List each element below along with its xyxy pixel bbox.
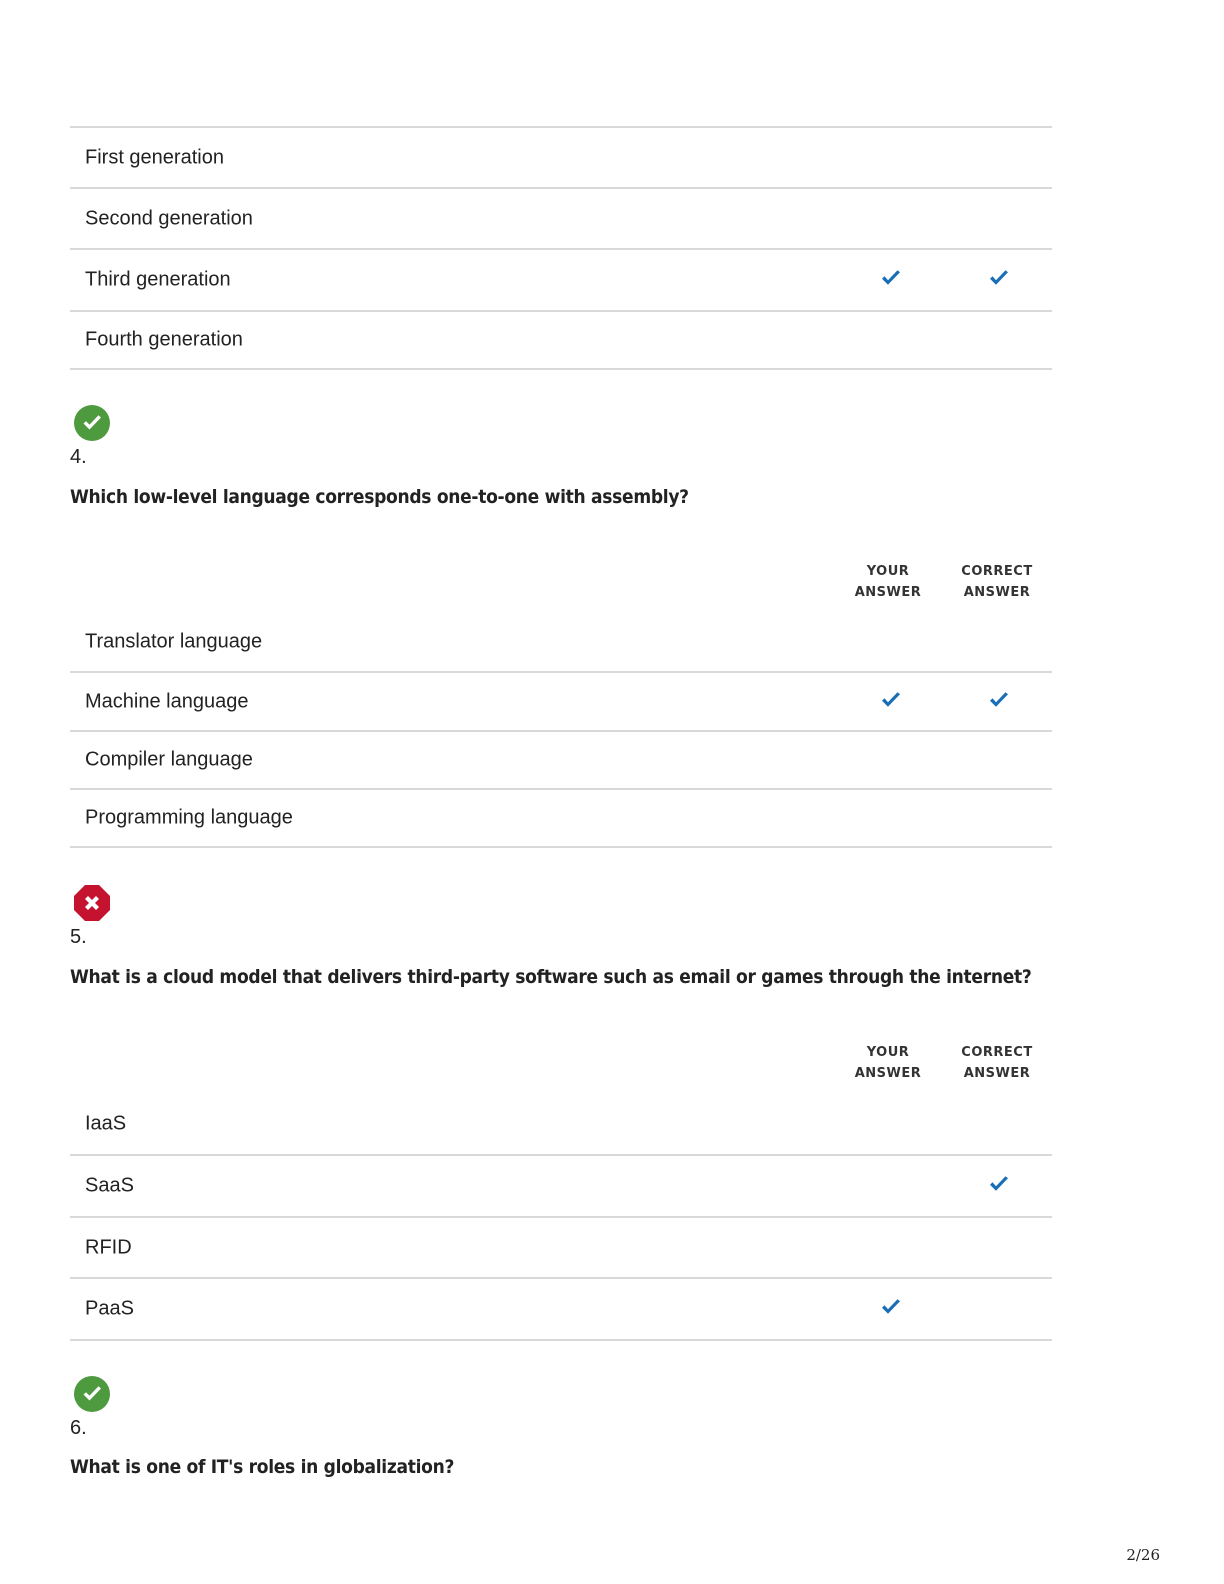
correct-answer-check-icon <box>988 691 1010 709</box>
option-label: Fourth generation <box>85 328 243 351</box>
your-answer-header: YOUR ANSWER <box>854 1045 922 1081</box>
option-label: PaaS <box>85 1297 134 1320</box>
option-label: Third generation <box>85 268 231 291</box>
option-label: First generation <box>85 146 224 168</box>
q5-answer-table <box>70 1034 1052 1341</box>
check-circle-icon <box>73 404 111 442</box>
q4-answer-table <box>70 553 1052 848</box>
option-label: Translator language <box>85 630 263 653</box>
your-answer-check-icon <box>880 1298 902 1316</box>
option-label: Second generation <box>85 207 253 229</box>
question-text: What is one of IT's roles in globalization? <box>70 1456 455 1478</box>
question-number: 6. <box>70 1417 87 1439</box>
page-number: 2/26 <box>1126 1546 1160 1564</box>
answer-table-header <box>70 553 1052 613</box>
correct-answer-header: CORRECT ANSWER <box>961 564 1033 600</box>
q4-option-row <box>70 613 1052 673</box>
correct-answer-check-icon <box>988 1175 1010 1193</box>
option-label: RFID <box>85 1236 132 1258</box>
your-answer-check-icon <box>880 269 902 287</box>
q5-option-row <box>70 1094 1052 1156</box>
your-answer-check-icon <box>880 691 902 709</box>
q5-option-row <box>70 1279 1052 1341</box>
q3-option-row <box>70 189 1052 250</box>
q4-option-row <box>70 732 1052 790</box>
question-number: 5. <box>70 926 87 948</box>
option-label: Compiler language <box>85 748 253 771</box>
option-label: Programming language <box>85 806 293 829</box>
q5-option-row <box>70 1218 1052 1279</box>
option-label: SaaS <box>85 1174 134 1197</box>
correct-answer-check-icon <box>988 269 1010 287</box>
question-text: Which low-level language corresponds one-to-one with assembly? <box>70 486 689 508</box>
correct-answer-header: CORRECT ANSWER <box>961 1045 1033 1081</box>
q4-option-row <box>70 673 1052 732</box>
answer-table-header <box>70 1034 1052 1094</box>
your-answer-header: YOUR ANSWER <box>854 564 922 600</box>
check-circle-icon <box>73 1375 111 1413</box>
q4-option-row <box>70 790 1052 848</box>
question-number: 4. <box>70 446 87 468</box>
q5-option-row <box>70 1156 1052 1218</box>
option-label: Machine language <box>85 690 249 712</box>
q3-option-row <box>70 250 1052 312</box>
question-text: What is a cloud model that delivers third-party software such as email or games through the internet? <box>70 966 1032 988</box>
q3-answer-table <box>70 126 1052 370</box>
q3-option-row <box>70 126 1052 189</box>
q3-option-row <box>70 312 1052 370</box>
x-octagon-icon <box>73 884 111 922</box>
option-label: IaaS <box>85 1112 127 1135</box>
